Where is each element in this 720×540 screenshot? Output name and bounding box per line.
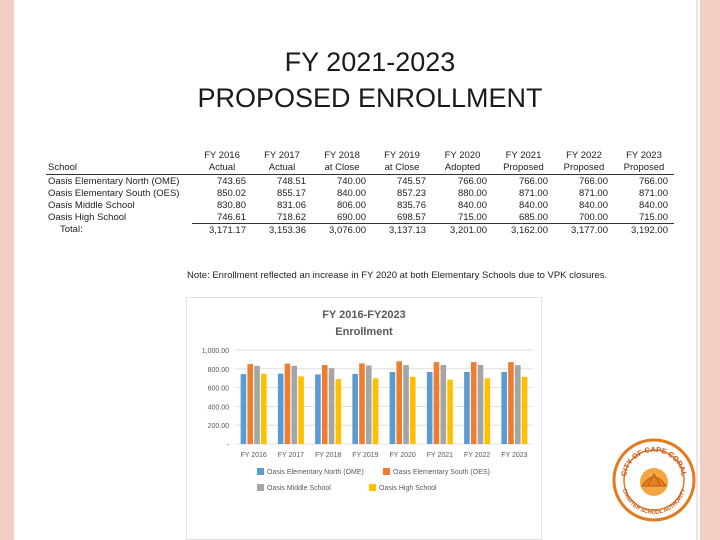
bar xyxy=(241,374,247,444)
column-header: FY 2018 at Close xyxy=(312,150,372,175)
total-cell: 3,201.00 xyxy=(450,224,487,236)
table-cell: 715.00 xyxy=(432,211,493,224)
total-label: Total: xyxy=(60,224,83,236)
bar xyxy=(508,362,514,444)
table-cell: 840.00 xyxy=(518,199,548,211)
table-cell: 743.65 xyxy=(216,175,246,187)
bar xyxy=(359,363,365,444)
total-cell: 3,177.00 xyxy=(571,224,608,236)
table-cell: 871.00 xyxy=(518,187,548,199)
table-cell: 766.00 xyxy=(638,175,668,187)
legend-label: Oasis High School xyxy=(379,485,437,492)
bar xyxy=(427,372,433,444)
table-row xyxy=(46,187,674,199)
slide-border-right-line xyxy=(696,0,698,540)
table-cell: 740.00 xyxy=(336,175,366,187)
enrollment-note: Note: Enrollment reflected an increase in FY 2020 at both Elementary Schools due to VPK closures. xyxy=(187,270,608,281)
table-row xyxy=(46,199,674,211)
bar xyxy=(410,377,416,444)
slide-border-right xyxy=(700,0,720,540)
legend-swatch xyxy=(369,484,376,491)
x-tick-label: FY 2018 xyxy=(314,452,342,459)
table-cell: 840.00 xyxy=(638,199,668,211)
bar xyxy=(501,372,507,444)
table-cell: 745.57 xyxy=(396,175,426,187)
school-column-header: School xyxy=(46,150,192,175)
legend-swatch xyxy=(257,484,264,491)
table-cell: 748.51 xyxy=(276,175,306,187)
table-header-row xyxy=(46,150,674,175)
total-cell: 3,171.17 xyxy=(209,224,246,236)
total-cell: 3,076.00 xyxy=(329,224,366,236)
chart-title-line-2: Enrollment xyxy=(335,326,393,338)
column-header: FY 2023 Proposed xyxy=(614,150,674,175)
legend-label: Oasis Elementary North (OME) xyxy=(267,469,364,476)
bar xyxy=(278,374,284,444)
table-cell: 857.23 xyxy=(396,187,426,199)
bar xyxy=(471,362,477,444)
enrollment-chart-canvas xyxy=(187,298,541,539)
y-tick-label: 600.00 xyxy=(207,385,229,393)
column-header: FY 2021 Proposed xyxy=(493,150,554,175)
bar xyxy=(352,374,358,444)
table-cell: 685.00 xyxy=(493,211,554,224)
table-cell: 855.17 xyxy=(276,187,306,199)
bar xyxy=(247,364,253,444)
table-cell: 850.02 xyxy=(216,187,246,199)
bar xyxy=(336,379,342,444)
x-tick-label: FY 2021 xyxy=(426,452,454,459)
y-tick-label: - xyxy=(226,442,229,449)
y-tick-label: 400.00 xyxy=(207,404,229,412)
bar xyxy=(390,372,396,444)
table-cell: 840.00 xyxy=(336,187,366,199)
table-cell: 840.00 xyxy=(457,199,487,211)
slide-title-line-1: FY 2021-2023 xyxy=(284,47,456,77)
bar xyxy=(515,365,521,444)
bar xyxy=(396,361,402,444)
column-header: FY 2016 Actual xyxy=(192,150,252,175)
slide-title-line-2: PROPOSED ENROLLMENT xyxy=(197,83,543,113)
bar xyxy=(373,378,379,444)
table-cell: 880.00 xyxy=(457,187,487,199)
table-cell: 830.80 xyxy=(216,199,246,211)
bar xyxy=(522,377,528,444)
table-cell: 746.61 xyxy=(192,211,252,224)
bar xyxy=(403,365,409,444)
column-header: FY 2019 at Close xyxy=(372,150,432,175)
table-total-row xyxy=(46,224,674,237)
bar xyxy=(434,362,440,444)
column-header: FY 2022 Proposed xyxy=(554,150,614,175)
total-cell: 3,137.13 xyxy=(389,224,426,236)
table-row xyxy=(46,211,674,224)
x-tick-label: FY 2023 xyxy=(501,452,528,459)
school-name-cell: Oasis High School xyxy=(48,211,127,223)
bar xyxy=(315,374,321,444)
table-cell: 840.00 xyxy=(578,199,608,211)
x-tick-label: FY 2020 xyxy=(389,452,416,459)
x-tick-label: FY 2019 xyxy=(352,452,379,459)
table-cell: 835.76 xyxy=(396,199,426,211)
total-cell: 3,153.36 xyxy=(269,224,306,236)
table-row xyxy=(46,175,674,188)
seal-text-top: CITY OF CAPE CORAL xyxy=(619,444,689,478)
school-name-cell: Oasis Elementary North (OME) xyxy=(48,175,180,187)
bar xyxy=(329,368,335,444)
y-tick-label: 800.00 xyxy=(207,366,229,374)
legend-swatch xyxy=(257,468,264,475)
chart-title-line-1: FY 2016-FY2023 xyxy=(322,309,406,321)
table-cell: 871.00 xyxy=(578,187,608,199)
bar xyxy=(478,365,484,444)
bar xyxy=(366,365,372,444)
table-cell: 871.00 xyxy=(638,187,668,199)
x-tick-label: FY 2016 xyxy=(240,452,267,459)
total-cell: 3,162.00 xyxy=(511,224,548,236)
y-tick-label: 1,000.00 xyxy=(201,348,229,355)
enrollment-table xyxy=(46,150,674,236)
bar xyxy=(322,365,328,444)
city-cape-coral-charter-school-seal xyxy=(612,438,696,522)
x-tick-label: FY 2017 xyxy=(277,452,305,459)
table-cell: 766.00 xyxy=(578,175,608,187)
table-cell: 698.57 xyxy=(372,211,432,224)
bar xyxy=(261,374,267,444)
slide-border-left xyxy=(0,0,14,540)
table-cell: 715.00 xyxy=(614,211,674,224)
x-tick-label: FY 2022 xyxy=(463,452,491,459)
column-header: FY 2020 Adopted xyxy=(432,150,493,175)
table-cell: 766.00 xyxy=(518,175,548,187)
table-cell: 806.00 xyxy=(336,199,366,211)
bar xyxy=(447,380,453,444)
school-name-cell: Oasis Elementary South (OES) xyxy=(48,187,180,199)
legend-label: Oasis Elementary South (OES) xyxy=(393,469,490,476)
bar xyxy=(298,376,304,444)
table-cell: 718.62 xyxy=(252,211,312,224)
bar xyxy=(440,365,446,444)
table-cell: 766.00 xyxy=(457,175,487,187)
bar xyxy=(291,366,297,444)
slide-title xyxy=(150,44,590,116)
bar xyxy=(464,372,470,444)
legend-swatch xyxy=(383,468,390,475)
table-cell: 700.00 xyxy=(554,211,614,224)
enrollment-chart xyxy=(186,297,542,540)
table-cell: 690.00 xyxy=(312,211,372,224)
column-header: FY 2017 Actual xyxy=(252,150,312,175)
bar xyxy=(254,366,260,444)
total-cell: 3,192.00 xyxy=(631,224,668,236)
table-cell: 831.06 xyxy=(276,199,306,211)
seal-text-bottom: CHARTER SCHOOL AUTHORITY xyxy=(620,488,688,517)
legend-label: Oasis Middle School xyxy=(267,485,331,492)
bar xyxy=(485,378,491,444)
school-name-cell: Oasis Middle School xyxy=(48,199,135,211)
bar xyxy=(285,364,291,444)
y-tick-label: 200.00 xyxy=(207,423,229,431)
